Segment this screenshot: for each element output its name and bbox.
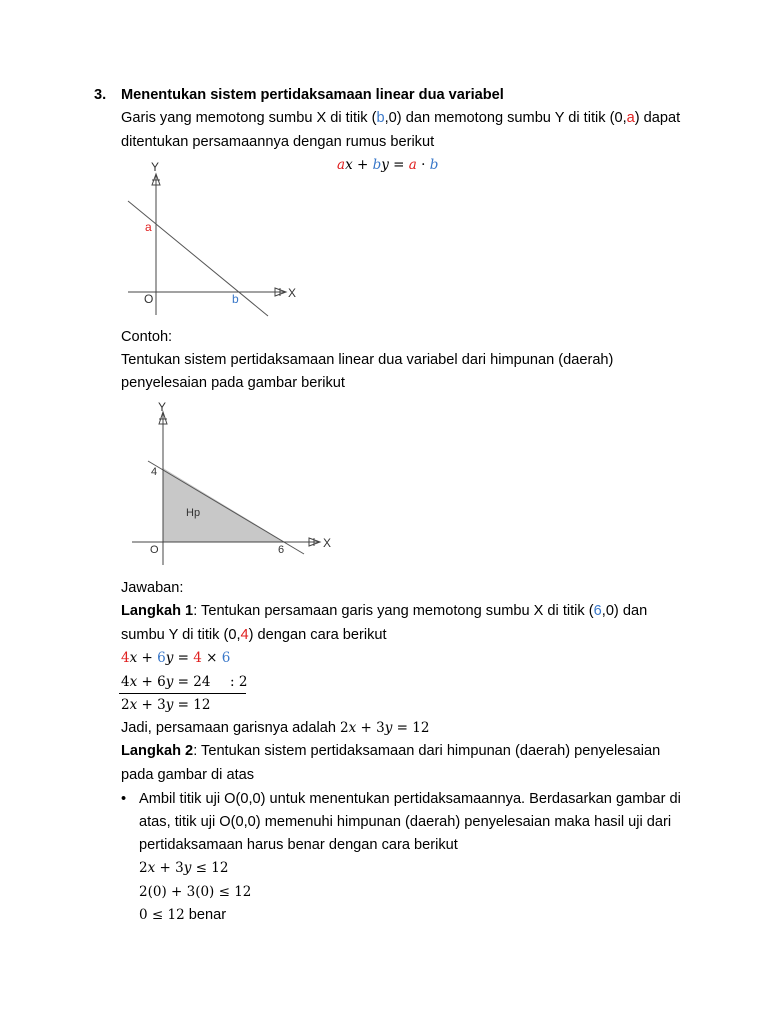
graph2-y-tick: 4 [151, 466, 158, 478]
inequality-3: 0 ≤ 12 benar [139, 907, 227, 923]
step1-conclusion: Jadi, persamaan garisnya adalah 2x + 3y = 12 [121, 720, 430, 736]
answer-heading: Jawaban: [121, 580, 184, 596]
graph2-region-label: Hp [186, 507, 201, 519]
example-heading: Contoh: [121, 329, 173, 345]
graph1-b-label: b [232, 292, 239, 306]
step1-eq-2: 4x + 6y = 24 [121, 674, 211, 690]
bullet-icon: • [121, 791, 127, 807]
inequality-2: 2(0) + 3(0) ≤ 12 [139, 884, 252, 900]
step1-divisor: : 2 [230, 674, 248, 690]
graph2-x-label: X [323, 536, 332, 550]
intro-line-2: ditentukan persamaannya dengan rumus berikut [121, 134, 435, 150]
graph2-x-tick: 6 [278, 544, 285, 556]
step1-eq-3: 2x + 3y = 12 [121, 697, 211, 713]
inequality-1: 2x + 3y ≤ 12 [139, 860, 229, 876]
graph2-y-label: Y [158, 400, 167, 414]
section-number: 3. [94, 87, 107, 103]
intro-line-1: Garis yang memotong sumbu X di titik (b,0) dan memotong sumbu Y di titik (0,a) dapat [121, 110, 681, 126]
graph2-origin-label: O [150, 544, 159, 556]
step1-eq-1: 4x + 6y = 4 × 6 [121, 650, 231, 666]
step2-line-2: pada gambar di atas [121, 767, 255, 783]
graph1-y-label: Y [151, 160, 160, 174]
graph1-origin-label: O [144, 292, 154, 306]
example-question-2: penyelesaian pada gambar berikut [121, 375, 345, 391]
step1-line-2: sumbu Y di titik (0,4) dengan cara berikut [121, 627, 387, 643]
graph1-a-label: a [145, 220, 152, 234]
bullet-line-2: atas, titik uji O(0,0) memenuhi himpunan (daerah) penyelesaian maka hasil uji dari [139, 814, 672, 830]
graph2-solution-region [163, 468, 285, 542]
bullet-line-3: pertidaksamaan harus benar dengan cara berikut [139, 837, 458, 853]
division-rule [119, 693, 246, 694]
step2-line-1: Langkah 2: Tentukan sistem pertidaksamaan dari himpunan (daerah) penyelesaian [121, 743, 661, 759]
step1-line-1: Langkah 1: Tentukan persamaan garis yang memotong sumbu X di titik (6,0) dan [121, 603, 648, 619]
general-formula: ax + by = a · b [337, 157, 439, 173]
section-title: Menentukan sistem pertidaksamaan linear dua variabel [121, 87, 504, 103]
bullet-line-1: Ambil titik uji O(0,0) untuk menentukan pertidaksamaannya. Berdasarkan gambar di [139, 791, 681, 807]
example-question-1: Tentukan sistem pertidaksamaan linear dua variabel dari himpunan (daerah) [121, 352, 614, 368]
graph1-x-label: X [288, 286, 297, 300]
